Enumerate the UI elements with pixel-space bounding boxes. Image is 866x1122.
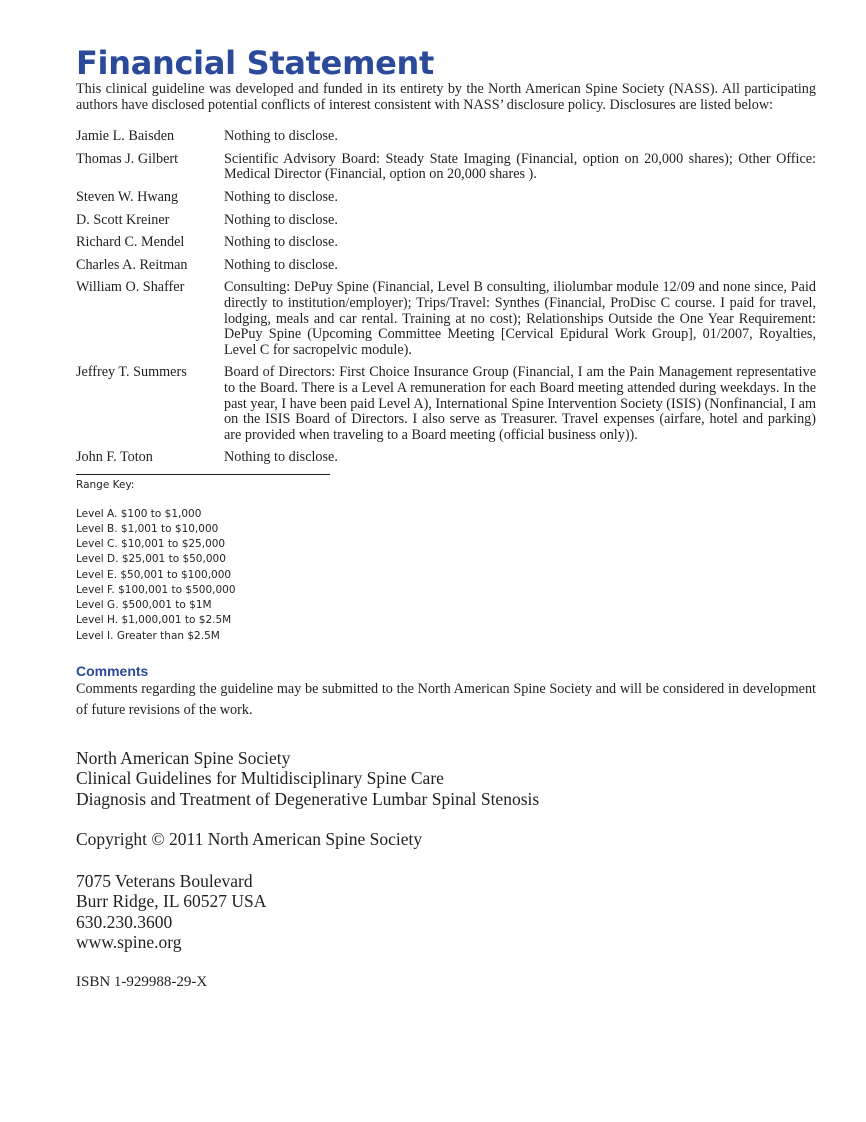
disclosure-text: Consulting: DePuy Spine (Financial, Level B consulting, iliolumbar module 12/09 and none since, Paid directly to institution/employer); Trips/Travel: Synthes (Financial, ProDisc C course. I paid for travel, lodging, meals and car rental. Training at no cost); Relationships Outside the One Year Requirement: DePuy Spine (Upcoming Committee Meeting [Cervical Epidural Work Group], 01/2007, Royalties, Level C for sacropelvic module). <box>224 279 816 358</box>
guideline-title: Diagnosis and Treatment of Degenerative Lumbar Spinal Stenosis <box>76 788 540 809</box>
disclosure-text: Nothing to disclose. <box>224 449 338 466</box>
range-level: Level C. $10,001 to $25,000 <box>76 538 226 551</box>
disclosure-row <box>76 213 816 236</box>
disclosure-text: Nothing to disclose. <box>224 211 338 228</box>
disclosure-row <box>76 365 816 450</box>
range-level: Level E. $50,001 to $100,000 <box>76 568 232 581</box>
disclosure-row <box>76 280 816 365</box>
disclosure-text: Board of Directors: First Choice Insurance Group (Financial, I am the Pain Management representative to the Board. There is a Level A remuneration for each Board meeting attended during weekdays. In the past year, I have been paid Level A), International Spine Intervention Society (ISIS) (Nonfinancial, I am on the ISIS Board of Directors. I also serve as Treasurer. Travel expenses (airfare, hotel and parking) are provided when traveling to a Board meeting (official business only)). <box>224 364 816 443</box>
author-name: D. Scott Kreiner <box>76 211 170 228</box>
disclosure-row <box>76 235 816 258</box>
disclosure-text: Scientific Advisory Board: Steady State Imaging (Financial, option on 20,000 shares); Other Office: Medical Director (Financial, option on 20,000 shares ). <box>224 150 816 183</box>
address-website: www.spine.org <box>76 932 182 953</box>
address-block <box>76 871 816 953</box>
copyright-line: Copyright © 2011 North American Spine Society <box>76 829 423 850</box>
disclosures-table <box>76 129 816 473</box>
author-name: Jeffrey T. Summers <box>76 364 187 381</box>
comments-text: Comments regarding the guideline may be submitted to the North American Spine Society and will be considered in development of future revisions of the work. <box>76 680 816 719</box>
author-name: Richard C. Mendel <box>76 234 185 251</box>
page-title: Financial Statement <box>76 44 434 82</box>
range-key-divider <box>76 474 330 475</box>
isbn-line: ISBN 1-929988-29-X <box>76 973 208 990</box>
author-name: Steven W. Hwang <box>76 188 179 205</box>
disclosure-text: Nothing to disclose. <box>224 256 338 273</box>
disclosure-text: Nothing to disclose. <box>224 128 338 145</box>
org-name: North American Spine Society <box>76 747 291 768</box>
range-key-title: Range Key: <box>76 478 135 491</box>
address-street: 7075 Veterans Boulevard <box>76 870 253 891</box>
comments-heading: Comments <box>76 662 149 679</box>
range-key-levels <box>76 507 816 644</box>
intro-paragraph: This clinical guideline was developed and funded in its entirety by the North American Spine Society (NASS). All participating authors have disclosed potential conflicts of interest consistent with NASS’ disclosure policy. Disclosures are listed below: <box>76 81 816 113</box>
range-level: Level I. Greater than $2.5M <box>76 629 220 642</box>
disclosure-row <box>76 190 816 213</box>
range-level: Level D. $25,001 to $50,000 <box>76 553 226 566</box>
disclosure-row <box>76 258 816 281</box>
range-level: Level F. $100,001 to $500,000 <box>76 583 236 596</box>
author-name: John F. Toton <box>76 449 153 466</box>
disclosures-body <box>76 129 816 473</box>
address-city: Burr Ridge, IL 60527 USA <box>76 891 267 912</box>
organization-block <box>76 748 816 810</box>
disclosure-row <box>76 129 816 152</box>
author-name: William O. Shaffer <box>76 279 185 296</box>
financial-statement-page <box>76 44 816 991</box>
range-level: Level H. $1,000,001 to $2.5M <box>76 614 232 627</box>
disclosure-text: Nothing to disclose. <box>224 188 338 205</box>
disclosure-row <box>76 450 816 473</box>
author-name: Thomas J. Gilbert <box>76 150 179 167</box>
author-name: Jamie L. Baisden <box>76 128 175 145</box>
author-name: Charles A. Reitman <box>76 256 188 273</box>
address-phone: 630.230.3600 <box>76 911 173 932</box>
range-level: Level G. $500,001 to $1M <box>76 599 212 612</box>
range-level: Level B. $1,001 to $10,000 <box>76 523 219 536</box>
disclosure-text: Nothing to disclose. <box>224 234 338 251</box>
disclosure-row <box>76 152 816 190</box>
guideline-series: Clinical Guidelines for Multidisciplinary Spine Care <box>76 768 444 789</box>
range-level: Level A. $100 to $1,000 <box>76 507 202 520</box>
